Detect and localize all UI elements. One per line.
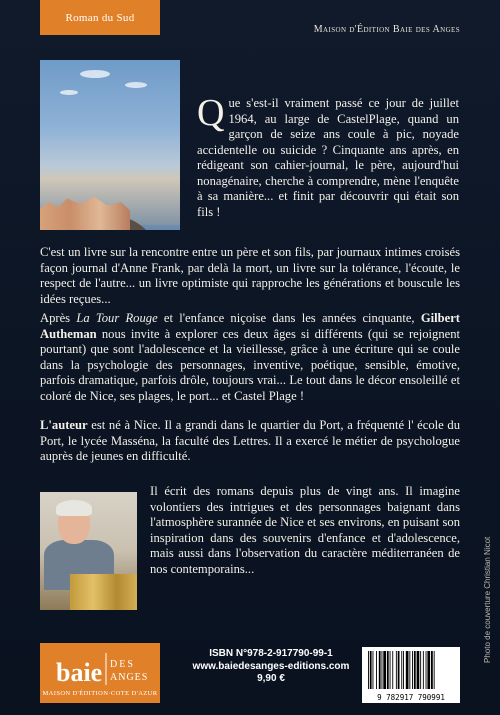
style-mid: et l'enfance niçoise dans les années cinquante,: [157, 311, 421, 325]
logo-tagline: MAISON D'ÉDITION·COTE D'AZUR: [42, 690, 158, 697]
book-info: [186, 648, 356, 686]
nice-coast-photo: [40, 60, 180, 230]
logo-des: DES: [110, 659, 135, 670]
bio-paragraph: [40, 418, 460, 465]
previous-book-title: La Tour Rouge: [76, 311, 158, 325]
publisher-name: Maison d'Édition Baie des Anges: [313, 24, 460, 35]
style-lead: Après: [40, 311, 77, 325]
publisher-logo: [40, 643, 160, 703]
style-rest: nous invite à explorer ces deux âges si différents (qui se rejoignent pourtant) que sont l'adolescence et la vieillesse, grâce à une écriture qui se coule dans la psychologie des personnages, inventive, poétique, sensible, émotive, parfois dramatique, parfois drôle, toujours vrai... Le tout dans le décor ensoleillé et coloré de Nice, ses plages, le port... et Castel Plage !: [40, 326, 460, 403]
bio-label: L'auteur: [40, 418, 88, 432]
logo-anges: ANGES: [110, 672, 149, 683]
price: 9,90 €: [257, 673, 285, 684]
author-name: Gilbert Autheman: [40, 311, 460, 341]
website: www.baiedesanges-editions.com: [192, 660, 350, 672]
bio-text: est né à Nice. Il a grandi dans le quartier du Port, a fréquenté l' école du Port, le lycée Masséna, la faculté des Lettres. Il a exercé le métier de psychologue auprès de jeunes en difficulté.: [40, 418, 460, 463]
bio2-paragraph: Il écrit des romans depuis plus de vingt ans. Il imagine volontiers des intrigues et des personnages baignant dans l'atmosphère surannée de Nice et ses environs, en puisant son inspiration dans des souvenirs d'enfance et d'adolescence, mais aussi dans l'observation du caractère méditerranéen de nos contemporains...: [150, 484, 460, 576]
barcode-number: 9 782917 790991: [377, 693, 445, 702]
drop-cap: Q: [197, 92, 225, 134]
photo-credit: Photo de couverture Christian Nicot: [483, 536, 492, 664]
barcode: [362, 647, 460, 703]
isbn: ISBN N°978-2-917790-99-1: [209, 648, 333, 659]
logo-baie: baie: [56, 658, 103, 687]
style-paragraph: [40, 311, 460, 404]
author-photo: [40, 492, 137, 610]
series-label: Roman du Sud: [40, 0, 160, 35]
barcode-bars: [362, 647, 460, 693]
intro-paragraph: [197, 92, 459, 220]
summary-paragraph: C'est un livre sur la rencontre entre un père et son fils, par journaux intimes croisés façon journal d'Anne Frank, par delà la mort, un livre sur la tolérance, l'écoute, le respect de l'autre... un livre optimiste qui rapproche les générations et bouscule les idées reçues...: [40, 245, 460, 306]
logo-mark: [46, 649, 154, 689]
intro-text: ue s'est-il vraiment passé ce jour de juillet 1964, au large de CastelPlage, quand un garçon de seize ans coule à pic, noyade accidentelle ou suicide ? Cinquante ans après, en rédigeant son cahier-journal, le père, aujourd'hui nonagénaire, cherche à comprendre, mène l'enquête à sa manière... et finit par découvrir qui était son fils !: [197, 96, 459, 219]
